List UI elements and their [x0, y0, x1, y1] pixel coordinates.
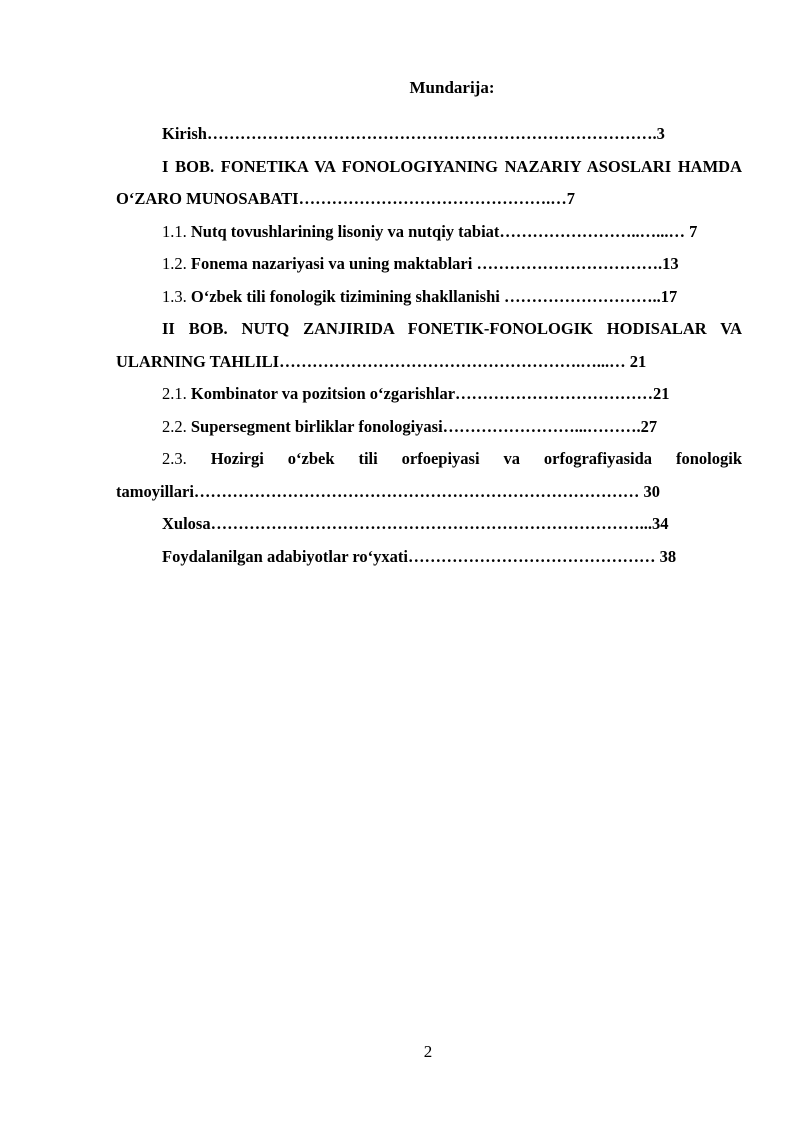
toc-entry-leader: ……………………………… — [455, 384, 654, 403]
toc-entry-leader: ……………………...………. — [442, 416, 641, 436]
toc-entry-number: 2.3. — [162, 449, 187, 468]
toc-entry-kirish — [116, 118, 742, 151]
toc-entry-page: 30 — [643, 481, 661, 501]
toc-entry-2-3 — [116, 443, 742, 508]
toc-entry-title: Foydalanilgan adabiyotlar ro‘yxati — [162, 546, 409, 566]
toc-entry-chapter-2 — [116, 313, 742, 378]
toc-entry-title: Nutq tovushlarining lisoniy va nutqiy tabiat — [190, 221, 500, 241]
toc-entry-title: Supersegment birliklar fonologiyasi — [190, 416, 443, 436]
toc-entry-page: 3 — [656, 124, 665, 143]
toc-entry-title: O‘zbek tili fonologik tizimining shakllanishi — [190, 286, 500, 306]
toc-entry-page: 27 — [640, 416, 658, 436]
toc-entry-2-2 — [116, 411, 742, 444]
toc-entry-title: I BOB. FONETIKA VA FONOLOGIYANING NAZARIY ASOSLARI HAMDA O‘ZARO MUNOSABATI — [116, 156, 742, 208]
toc-entry-leader: ……………………………………………………………………… — [193, 481, 640, 501]
toc-entry-number: 1.1. — [162, 221, 187, 241]
toc-entry-page: 13 — [662, 254, 679, 273]
toc-entry-leader: ……………………………………….… — [298, 189, 567, 208]
toc-entry-leader: ………………………………………………………………………. — [206, 124, 657, 143]
toc-entry-title: Kirish — [162, 124, 207, 143]
toc-entry-page: 21 — [653, 384, 670, 403]
toc-entry-bibliography — [116, 541, 742, 574]
toc-entry-page: 7 — [566, 189, 575, 208]
toc-entry-leader: ……………………………………………….…...… — [279, 351, 626, 371]
toc-entry-page: 38 — [659, 546, 677, 566]
toc-entry-title: Hozirgi o‘zbek tili orfoepiyasi va orfografiyasida fonologik tamoyillari — [116, 449, 743, 501]
toc-entry-title: II BOB. NUTQ ZANJIRIDA FONETIK-FONOLOGIK HODISALAR VA ULARNING TAHLILI — [116, 319, 742, 371]
toc-entry-chapter-1 — [116, 151, 742, 216]
toc-entry-xulosa — [116, 508, 742, 541]
toc-entry-title: Kombinator va pozitsion o‘zgarishlar — [190, 384, 456, 403]
toc-entry-leader: ……………………..…...… — [499, 221, 686, 241]
toc-entry-1-2 — [116, 248, 742, 281]
toc-entry-2-1 — [116, 378, 742, 411]
toc-entry-page: 7 — [689, 221, 698, 241]
table-of-contents — [116, 118, 742, 573]
toc-entry-number: 2.1. — [162, 384, 187, 403]
toc-entry-1-1 — [116, 216, 742, 249]
toc-entry-page: 17 — [660, 286, 678, 306]
toc-entry-leader: ……………………….. — [503, 286, 661, 306]
toc-entry-title: Fonema nazariyasi va uning maktablari — [190, 254, 473, 273]
toc-title: Mundarija: — [409, 78, 495, 97]
toc-entry-leader: ……………………………………………………………………. — [210, 514, 644, 533]
toc-entry-page: 21 — [629, 351, 647, 371]
toc-entry-leader: ……………………………. — [476, 254, 663, 273]
toc-entry-title: Xulosa — [162, 514, 211, 533]
toc-entry-number: 1.3. — [162, 286, 187, 306]
toc-entry-1-3 — [116, 281, 742, 314]
toc-entry-leader: ……………………………………… — [408, 546, 656, 566]
toc-entry-page: ..34 — [643, 514, 669, 533]
toc-entry-number: 2.2. — [162, 416, 187, 436]
page-number: 2 — [423, 1042, 433, 1061]
toc-entry-number: 1.2. — [162, 254, 187, 273]
